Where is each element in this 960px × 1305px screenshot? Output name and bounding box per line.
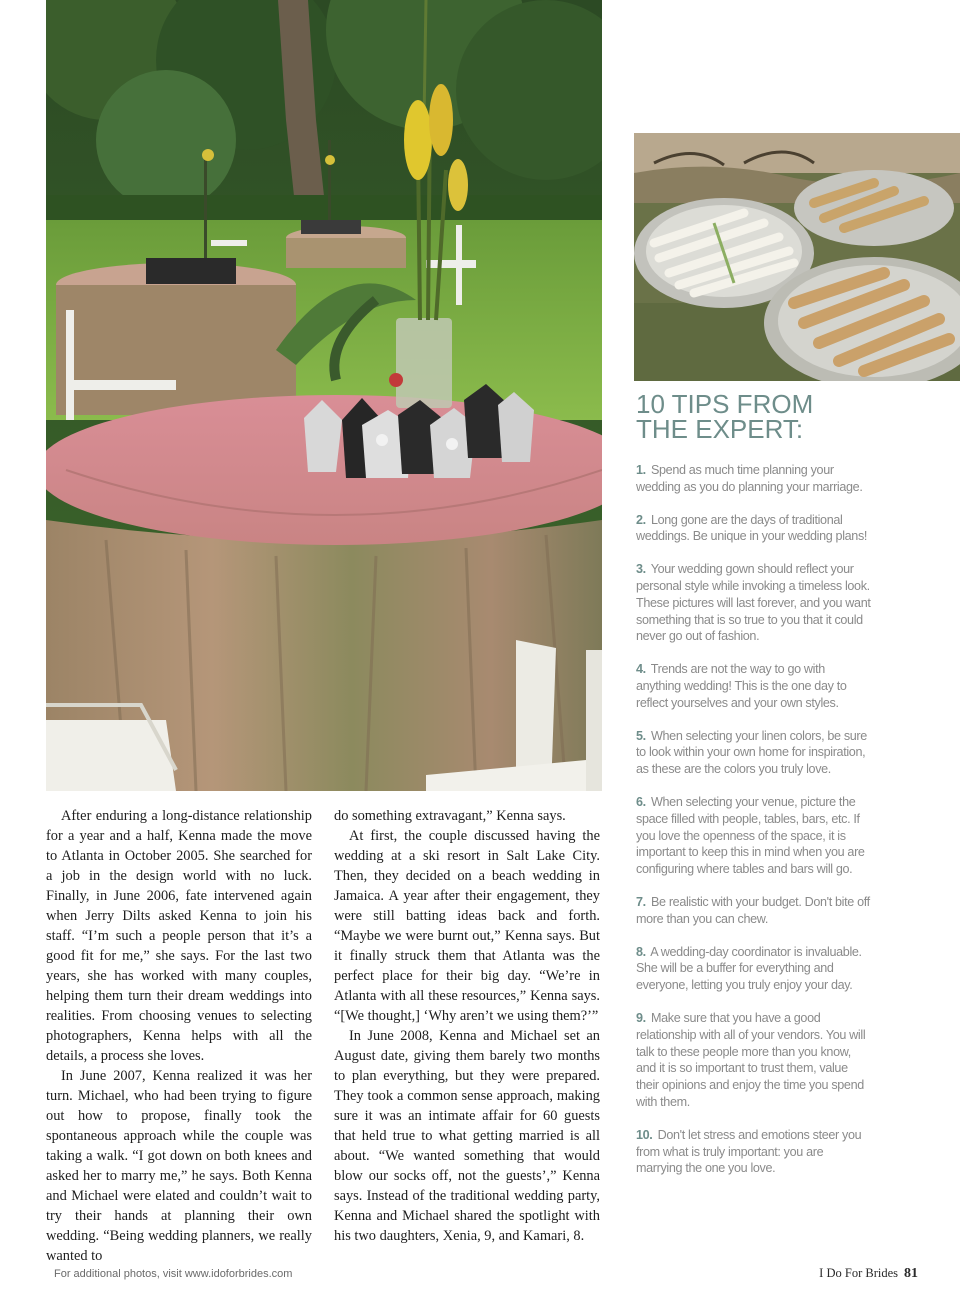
tip-item <box>636 1127 872 1177</box>
tip-text: Your wedding gown should reflect your personal style while invoking a timeless look. These pictures will last forever, and you want something that is so true to you that it could never go out of fashion. <box>636 562 871 644</box>
tip-number: 5. <box>636 728 646 743</box>
tip-number: 6. <box>636 794 646 809</box>
tip-text: A wedding-day coordinator is invaluable. She will be a buffer for everything and everyone, letting you truly enjoy your day. <box>636 944 862 993</box>
footer-website-note: For additional photos, visit www.idoforbrides.com <box>54 1268 293 1280</box>
article-paragraph: At first, the couple discussed having the wedding at a ski resort in Salt Lake City. Then, they decided on a beach wedding in Jamaica. A year after their engagement, they were still batting ideas back and forth. “Maybe we were burnt out,” Kenna says. But it finally struck them that Atlanta was the perfect place for their big day. “We’re in Atlanta with all these resources,” Kenna says. “[We thought,] ‘Why aren’t we using them?’” <box>334 828 600 1024</box>
article-column-left <box>46 806 312 1266</box>
tips-list <box>636 462 872 1177</box>
sidebar-title-line1: 10 TIPS FROM <box>636 389 814 419</box>
magazine-name: I Do For Brides <box>819 1266 898 1280</box>
sidebar-title-line2: THE EXPERT: <box>636 414 804 444</box>
article-column-right <box>334 806 600 1246</box>
tip-number: 1. <box>636 463 646 477</box>
article-paragraph: do something extravagant,” Kenna says. <box>334 808 566 824</box>
tip-item <box>636 944 872 994</box>
favor-trays-photo <box>634 133 960 381</box>
favors-photo <box>634 133 960 381</box>
tip-number: 7. <box>636 894 646 909</box>
tip-item <box>636 462 872 496</box>
tip-text: When selecting your linen colors, be sure to look within your own home for inspiration, as these are the colors you truly love. <box>636 728 867 777</box>
article-paragraph: In June 2008, Kenna and Michael set an August date, giving them barely two months to plan everything, but they were prepared. They took a common sense approach, making sure it was an intimate affair for 60 guests that held true to what getting married is all about. “We wanted something that would blow our socks off, not the guests’,” Kenna says. Instead of the traditional wedding party, Kenna and Michael shared the spotlight with his two daughters, Xenia, 9, and Kamari, 8. <box>334 1028 600 1244</box>
sidebar-title <box>636 389 872 444</box>
tip-text: When selecting your venue, picture the space filled with people, tables, bars, etc. If you love the openness of the space, it is important to keep this in mind when you are configuring where tables and bars will go. <box>636 794 865 877</box>
article-paragraph: In June 2007, Kenna realized it was her turn. Michael, who had been trying to figure out how to propose, finally took the spontaneous approach while the couple was taking a walk. “I got down on both knees and asked her to marry me,” he says. Both Kenna and Michael were elated and couldn’t wait to try their hands at planning their own wedding. “Being wedding planners, we really wanted to <box>46 1068 312 1264</box>
tip-number: 2. <box>636 512 646 527</box>
tip-text: Make sure that you have a good relationship with all of your vendors. You will talk to these people more than you know, and it is so important to trust them, value their opinions and enjoy the time you spend with them. <box>636 1010 866 1109</box>
tip-text: Don't let stress and emotions steer you from what is truly important: you are marrying the one you love. <box>636 1127 862 1176</box>
tips-sidebar <box>636 389 872 1193</box>
tip-text: Trends are not the way to go with anything wedding! This is the one day to reflect yourselves and your own styles. <box>636 662 847 710</box>
tip-text: Spend as much time planning your wedding as you do planning your marriage. <box>636 463 863 494</box>
tip-item <box>636 561 872 645</box>
tip-item <box>636 1010 872 1111</box>
tip-item <box>636 728 872 778</box>
tip-number: 10. <box>636 1127 653 1142</box>
tip-text: Be realistic with your budget. Don't bite off more than you can chew. <box>636 894 870 926</box>
tip-item <box>636 794 872 878</box>
tip-number: 9. <box>636 1010 646 1025</box>
article-paragraph: After enduring a long-distance relationship for a year and a half, Kenna made the move to Atlanta in October 2005. She searched for a job in the design world with no luck. Finally, in June 2006, fate intervened again when Jerry Dilts asked Kenna to join his staff. “I’m such a people person that it’s a good fit for me,” she says. For the last two years, she has worked with many couples, helping them turn their dream weddings into realities. From choosing venues to selecting photographers, Kenna helps with all the details, a process she loves. <box>46 808 312 1064</box>
tip-text: Long gone are the days of traditional weddings. Be unique in your wedding plans! <box>636 512 868 544</box>
page-number: 81 <box>904 1266 918 1281</box>
tip-number: 3. <box>636 562 646 577</box>
tip-number: 8. <box>636 944 646 959</box>
tip-item <box>636 894 872 928</box>
tip-item <box>636 512 872 546</box>
main-photo <box>46 0 602 791</box>
tip-item <box>636 661 872 711</box>
reception-table-photo <box>46 0 602 791</box>
page-footer <box>819 1266 918 1282</box>
tip-number: 4. <box>636 662 646 677</box>
